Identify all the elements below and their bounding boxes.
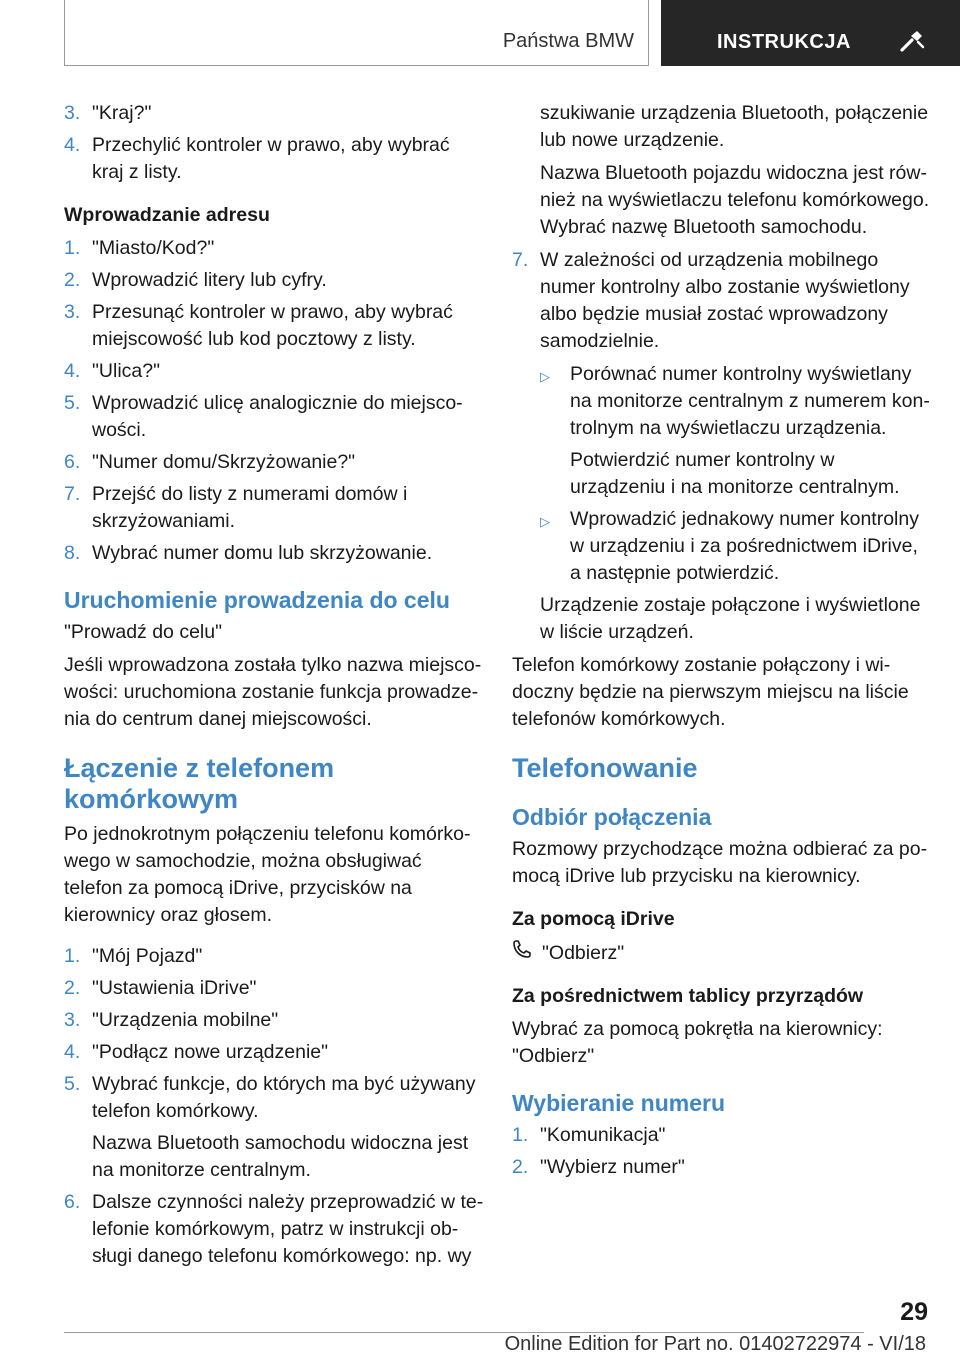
- step-text: "Urządzenia mobilne": [92, 1009, 279, 1031]
- bluetooth-name-text: Nazwa Bluetooth pojazdu widoczna jest również na wyświetlaczu telefonu komórkowego. Wybrać nazwę Bluetooth samochodu.: [540, 162, 930, 238]
- list-item: [64, 540, 484, 567]
- country-steps: [64, 100, 484, 186]
- connect-heading: Łączenie z telefonem komórkowym: [64, 753, 335, 814]
- list-item: [64, 1189, 484, 1270]
- step-text: "Podłącz nowe urządzenie": [92, 1041, 329, 1063]
- step-text: Dalsze czynności należy przeprowadzić w telefonie komórkowym, patrz w instrukcji obsługi danego telefonu komórkowego: np. wy: [92, 1191, 484, 1267]
- connect-steps: [64, 943, 484, 1270]
- bullet-subtext: Potwierdzić numer kontrolny w urządzeniu i na monitorze centralnym.: [570, 449, 900, 498]
- list-item: [64, 449, 484, 476]
- phone-handset-icon: [512, 939, 542, 967]
- list-item: [64, 267, 484, 294]
- step-text: Wprowadzić ulicę analogicznie do miejscowości.: [92, 392, 463, 441]
- step-number: 3.: [64, 301, 81, 323]
- panel-heading: Za pośrednictwem tablicy przyrządów: [512, 985, 864, 1007]
- list-item: [64, 100, 484, 127]
- bullet-item: [540, 506, 932, 587]
- panel-text: Wybrać za pomocą pokrętła na kierownicy:: [512, 1018, 883, 1040]
- step-result-text: Urządzenie zostaje połączone i wyświetlone w liście urządzeń.: [540, 594, 921, 643]
- step-text: "Wybierz numer": [540, 1156, 685, 1178]
- header-tab-box: [64, 0, 649, 66]
- step-text: "Kraj?": [92, 102, 152, 124]
- step-number: 1.: [512, 1124, 529, 1146]
- step-text: Wprowadzić litery lub cyfry.: [92, 269, 327, 291]
- step-text: "Ustawienia iDrive": [92, 977, 257, 999]
- bullet-list: [540, 361, 932, 587]
- step-number: 3.: [64, 102, 81, 124]
- connect-text: Po jednokrotnym połączeniu telefonu komórkowego w samochodzie, można obsługiwać telefon za pomocą iDrive, przycisków na kierownicy oraz głosem.: [64, 823, 471, 926]
- step-number: 4.: [64, 134, 81, 156]
- list-item: [64, 481, 484, 535]
- list-item: [64, 390, 484, 444]
- list-item: [512, 1122, 932, 1149]
- dial-heading: Wybieranie numeru: [512, 1090, 726, 1116]
- step-text: Przejść do listy z numerami domów i skrzyżowaniami.: [92, 483, 408, 532]
- address-steps: [64, 235, 484, 567]
- list-item: [64, 1039, 484, 1066]
- step-body: [540, 247, 932, 646]
- step-text: Wybrać numer domu lub skrzyżowanie.: [92, 542, 433, 564]
- receive-heading: Odbiór połączenia: [512, 804, 712, 830]
- phone-connected-text: Telefon komórkowy zostanie połączony i widoczny będzie na pierwszym miejscu na liście telefonów komórkowych.: [512, 654, 909, 730]
- step-number: 2.: [64, 269, 81, 291]
- idrive-answer-row: [512, 939, 932, 967]
- list-item: [64, 1007, 484, 1034]
- step-number: 2.: [64, 977, 81, 999]
- idrive-answer-text: "Odbierz": [542, 941, 625, 964]
- calling-heading: Telefonowanie: [512, 753, 698, 783]
- step-number: 6.: [64, 1191, 81, 1213]
- step-number: 8.: [64, 542, 81, 564]
- step-number: 2.: [512, 1156, 529, 1178]
- address-heading: Wprowadzanie adresu: [64, 204, 270, 226]
- list-item: [512, 1154, 932, 1181]
- list-item: [64, 235, 484, 262]
- step-text: Przechylić kontroler w prawo, aby wybrać kraj z listy.: [92, 134, 450, 183]
- step-body: [92, 1071, 484, 1184]
- idrive-heading: Za pomocą iDrive: [512, 908, 675, 930]
- wrench-icon: [899, 28, 925, 54]
- list-item: [64, 132, 484, 186]
- list-item: [64, 1071, 484, 1184]
- bullet-item: [540, 361, 932, 501]
- step-number: 1.: [64, 237, 81, 259]
- panel-answer-text: "Odbierz": [512, 1045, 595, 1067]
- step-number: 4.: [64, 360, 81, 382]
- continued-text: szukiwanie urządzenia Bluetooth, połączenie lub nowe urządzenie.: [540, 102, 929, 151]
- step-number: 7.: [64, 483, 81, 505]
- guidance-heading: Uruchomienie prowadzenia do celu: [64, 587, 450, 613]
- receive-text: Rozmowy przychodzące można odbierać za pomocą iDrive lub przycisku na kierownicy.: [512, 838, 928, 887]
- step-number: 5.: [64, 1073, 81, 1095]
- list-item: [64, 943, 484, 970]
- bullet-text: Wprowadzić jednakowy numer kontrolny w urządzeniu i za pośrednictwem iDrive, a następnie potwierdzić.: [570, 508, 919, 584]
- dial-steps: [512, 1122, 932, 1181]
- step-number: 1.: [64, 945, 81, 967]
- step-number: 3.: [64, 1009, 81, 1031]
- header-section-box: [661, 0, 960, 66]
- list-item: [64, 358, 484, 385]
- step-text: "Komunikacja": [540, 1124, 666, 1146]
- step-number: 6.: [64, 451, 81, 473]
- triangle-bullet-icon: ▷: [540, 514, 550, 529]
- page-number: 29: [900, 1298, 928, 1326]
- list-item: [64, 299, 484, 353]
- list-item: [512, 247, 932, 646]
- edition-text: Online Edition for Part no. 01402722974 - VI/18: [504, 1333, 926, 1355]
- step-text: W zależności od urządzenia mobilnego numer kontrolny albo zostanie wyświetlony albo będzie musiał zostać wprowadzony samodzielnie.: [540, 249, 910, 352]
- step-text: "Miasto/Kod?": [92, 237, 215, 259]
- guidance-text: Jeśli wprowadzona została tylko nazwa miejscowości: uruchomiona zostanie funkcja prowadzenia do centrum danej miejscowości.: [64, 654, 482, 730]
- step-text: Wybrać funkcje, do których ma być używany telefon komórkowy.: [92, 1073, 476, 1122]
- step-text: "Numer domu/Skrzyżowanie?": [92, 451, 356, 473]
- step-number: 5.: [64, 392, 81, 414]
- step-subtext: Nazwa Bluetooth samochodu widoczna jest na monitorze centralnym.: [92, 1132, 469, 1181]
- guidance-command: "Prowadź do celu": [64, 621, 223, 643]
- step-number: 7.: [512, 249, 529, 271]
- step-text: "Mój Pojazd": [92, 945, 203, 967]
- step-number: 4.: [64, 1041, 81, 1063]
- header-tab-label[interactable]: Państwa BMW: [502, 30, 634, 52]
- left-column: [64, 100, 484, 1275]
- step-text: "Ulica?": [92, 360, 161, 382]
- step-text: Przesunąć kontroler w prawo, aby wybrać miejscowość lub kod pocztowy z listy.: [92, 301, 453, 350]
- list-item: [64, 975, 484, 1002]
- bullet-text: Porównać numer kontrolny wyświetlany na monitorze centralnym z numerem kontrolnym na wyświetlaczu urządzenia.: [570, 363, 930, 439]
- right-column: [512, 100, 932, 1186]
- header-section-label[interactable]: INSTRUKCJA: [717, 31, 851, 53]
- triangle-bullet-icon: ▷: [540, 369, 550, 384]
- bullet-body: [570, 361, 932, 501]
